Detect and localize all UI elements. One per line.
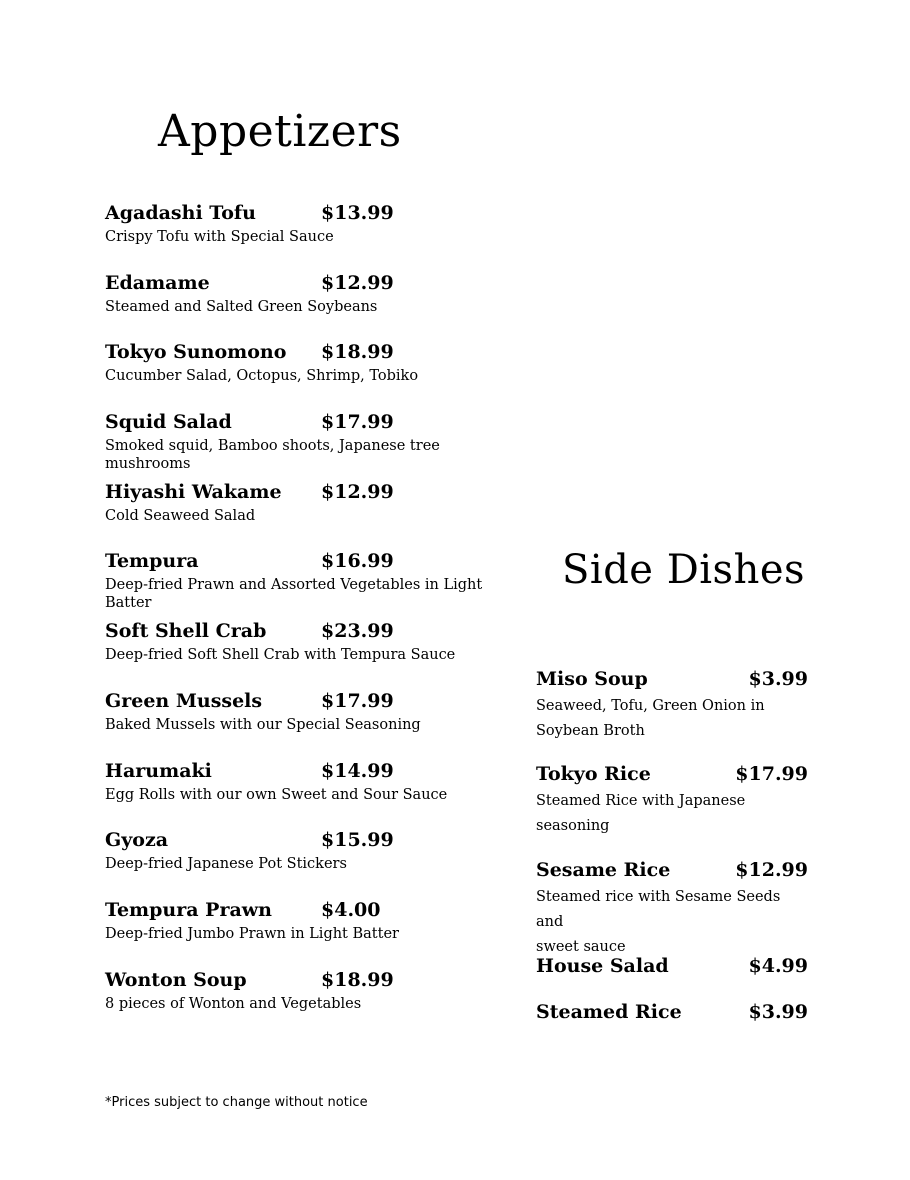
item-description: Deep-fried Prawn and Assorted Vegetables in Light Batter bbox=[105, 577, 483, 612]
item-description-line: Seaweed, Tofu, Green Onion in bbox=[536, 698, 765, 714]
item-price: $14.99 bbox=[321, 759, 394, 782]
menu-item-hiyashi-wakame bbox=[105, 477, 525, 547]
item-description-line: Steamed Rice with Japanese bbox=[536, 793, 746, 809]
price-footnote: *Prices subject to change without notice bbox=[105, 1095, 368, 1110]
item-name: Hiyashi Wakame bbox=[105, 480, 282, 503]
menu-item-tokyo-rice bbox=[536, 759, 808, 855]
item-name: Sesame Rice bbox=[536, 859, 671, 881]
item-price: $12.99 bbox=[321, 271, 394, 294]
appetizers-title: Appetizers bbox=[158, 106, 402, 157]
item-description-line: Steamed rice with Sesame Seeds and bbox=[536, 889, 781, 930]
item-price: $4.00 bbox=[321, 898, 381, 921]
item-price: $17.99 bbox=[735, 763, 808, 785]
item-price: $15.99 bbox=[321, 829, 394, 852]
menu-item-miso-soup bbox=[536, 664, 808, 759]
menu-item-tempura-prawn bbox=[105, 895, 525, 965]
item-description: Cucumber Salad, Octopus, Shrimp, Tobiko bbox=[105, 368, 419, 385]
item-description-line: seasoning bbox=[536, 818, 610, 834]
item-name: Steamed Rice bbox=[536, 1001, 682, 1023]
menu-item-house-salad bbox=[536, 951, 808, 997]
item-price: $23.99 bbox=[321, 620, 394, 643]
menu-item-tempura bbox=[105, 546, 525, 616]
menu-item-tokyo-sunomono bbox=[105, 337, 525, 407]
menu-item-green-mussels bbox=[105, 686, 525, 756]
item-description-line: Soybean Broth bbox=[536, 723, 645, 739]
item-price: $17.99 bbox=[321, 411, 394, 434]
item-price: $3.99 bbox=[748, 1001, 808, 1023]
item-description: Deep-fried Jumbo Prawn in Light Batter bbox=[105, 925, 399, 942]
menu-item-gyoza bbox=[105, 825, 525, 895]
item-name: Gyoza bbox=[105, 829, 169, 852]
item-price: $18.99 bbox=[321, 341, 394, 364]
item-price: $17.99 bbox=[321, 689, 394, 712]
menu-item-squid-salad bbox=[105, 407, 525, 477]
item-name: Tempura Prawn bbox=[105, 898, 272, 921]
side-dishes-list bbox=[536, 664, 808, 1043]
item-price: $18.99 bbox=[321, 968, 394, 991]
item-name: Harumaki bbox=[105, 759, 212, 782]
menu-item-wonton-soup bbox=[105, 965, 525, 1035]
item-name: House Salad bbox=[536, 955, 669, 977]
menu-item-steamed-rice bbox=[536, 997, 808, 1043]
item-description: Smoked squid, Bamboo shoots, Japanese tree mushrooms bbox=[105, 438, 440, 473]
item-name: Agadashi Tofu bbox=[105, 202, 256, 224]
item-description: Deep-fried Soft Shell Crab with Tempura Sauce bbox=[105, 647, 456, 664]
item-name: Tokyo Sunomono bbox=[105, 341, 287, 364]
item-name: Wonton Soup bbox=[105, 968, 247, 991]
menu-item-harumaki bbox=[105, 756, 525, 826]
item-description: Deep-fried Japanese Pot Stickers bbox=[105, 856, 347, 873]
item-description: Crispy Tofu with Special Sauce bbox=[105, 229, 334, 245]
item-description bbox=[536, 789, 808, 839]
item-price: $12.99 bbox=[735, 859, 808, 881]
item-price: $4.99 bbox=[748, 955, 808, 977]
item-name: Tokyo Rice bbox=[536, 763, 651, 785]
item-price: $13.99 bbox=[321, 202, 394, 224]
item-name: Miso Soup bbox=[536, 668, 648, 690]
item-description-line: sweet sauce bbox=[536, 939, 626, 955]
menu-item-agadashi-tofu bbox=[105, 198, 525, 268]
menu-item-sesame-rice bbox=[536, 855, 808, 955]
item-description: Egg Rolls with our own Sweet and Sour Sauce bbox=[105, 786, 448, 803]
menu-item-soft-shell-crab bbox=[105, 616, 525, 686]
item-description: Cold Seaweed Salad bbox=[105, 507, 256, 524]
item-price: $3.99 bbox=[748, 668, 808, 690]
item-name: Soft Shell Crab bbox=[105, 620, 267, 643]
item-name: Green Mussels bbox=[105, 689, 263, 712]
item-description: Baked Mussels with our Special Seasoning bbox=[105, 716, 421, 733]
item-name: Squid Salad bbox=[105, 411, 232, 434]
item-name: Edamame bbox=[105, 271, 210, 294]
appetizers-list bbox=[105, 198, 525, 1034]
side-dishes-title: Side Dishes bbox=[562, 547, 806, 593]
item-price: $16.99 bbox=[321, 550, 394, 573]
item-description bbox=[536, 885, 808, 960]
menu-item-edamame bbox=[105, 268, 525, 338]
item-price: $12.99 bbox=[321, 480, 394, 503]
item-description bbox=[536, 694, 808, 744]
item-description: Steamed and Salted Green Soybeans bbox=[105, 298, 378, 315]
item-description: 8 pieces of Wonton and Vegetables bbox=[105, 995, 362, 1012]
item-name: Tempura bbox=[105, 550, 199, 573]
